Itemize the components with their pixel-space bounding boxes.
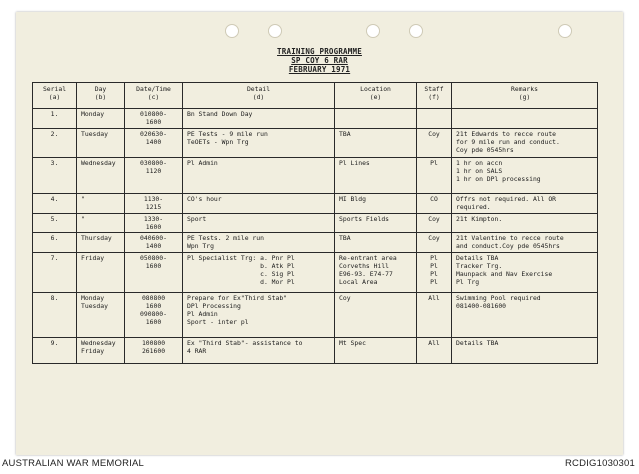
cell-serial: 1. xyxy=(33,109,77,129)
table-header-row xyxy=(33,83,598,109)
cell-detail: Pl Admin xyxy=(183,158,335,194)
table-row xyxy=(33,214,598,233)
cell-detail: PE Tests - 9 mile run TeOETs - Wpn Trg xyxy=(183,129,335,158)
cell-remarks: Offrs not required. All OR required. xyxy=(452,194,598,214)
cell-staff: Pl Pl Pl Pl xyxy=(417,253,452,293)
cell-detail: CO's hour xyxy=(183,194,335,214)
col-header-remarks: Remarks (g) xyxy=(452,83,598,109)
cell-detail: Sport xyxy=(183,214,335,233)
cell-remarks: 21t Valentine to recce route and conduct.Coy pde 0545hrs xyxy=(452,233,598,253)
cell-location: TBA xyxy=(335,233,417,253)
cell-detail: PE Tests. 2 mile run Wpn Trg xyxy=(183,233,335,253)
cell-staff: All xyxy=(417,293,452,338)
cell-location: Pl Lines xyxy=(335,158,417,194)
cell-staff xyxy=(417,109,452,129)
cell-detail: Ex "Third Stab"- assistance to 4 RAR xyxy=(183,338,335,364)
cell-staff: Pl xyxy=(417,158,452,194)
cell-remarks: 21t Kimpton. xyxy=(452,214,598,233)
table-row xyxy=(33,253,598,293)
footer-archive-name: AUSTRALIAN WAR MEMORIAL xyxy=(2,458,145,469)
cell-location: MI Bldg xyxy=(335,194,417,214)
punch-hole-5 xyxy=(558,24,572,38)
cell-date: 1330- 1600 xyxy=(125,214,183,233)
cell-date: 100800 261600 xyxy=(125,338,183,364)
cell-remarks: 21t Edwards to recce route for 9 mile run and conduct. Coy pde 0545hrs xyxy=(452,129,598,158)
table-row xyxy=(33,293,598,338)
punch-hole-4 xyxy=(409,24,423,38)
training-table xyxy=(32,82,598,364)
table-row xyxy=(33,233,598,253)
col-header-staff: Staff (f) xyxy=(417,83,452,109)
cell-detail: Pl Specialist Trg: a. Pnr Pl b. Atk Pl c. Sig Pl d. Mor Pl xyxy=(183,253,335,293)
cell-date: 050800- 1600 xyxy=(125,253,183,293)
col-header-date-time: Date/Time (c) xyxy=(125,83,183,109)
cell-serial: 8. xyxy=(33,293,77,338)
cell-location: Sports Fields xyxy=(335,214,417,233)
cell-day: Wednesday xyxy=(77,158,125,194)
cell-serial: 4. xyxy=(33,194,77,214)
col-header-location: Location (e) xyxy=(335,83,417,109)
punch-hole-3 xyxy=(366,24,380,38)
cell-location: TBA xyxy=(335,129,417,158)
cell-day: " xyxy=(77,194,125,214)
cell-staff: All xyxy=(417,338,452,364)
punch-hole-2 xyxy=(268,24,282,38)
cell-day: Friday xyxy=(77,253,125,293)
cell-day: Monday xyxy=(77,109,125,129)
table-row xyxy=(33,158,598,194)
punch-hole-1 xyxy=(225,24,239,38)
table-row xyxy=(33,194,598,214)
cell-remarks xyxy=(452,109,598,129)
table-row xyxy=(33,338,598,364)
cell-serial: 2. xyxy=(33,129,77,158)
cell-location: Coy xyxy=(335,293,417,338)
col-header-serial: Serial (a) xyxy=(33,83,77,109)
cell-serial: 7. xyxy=(33,253,77,293)
cell-staff: Coy xyxy=(417,129,452,158)
footer-record-id: RCDIG1030301 xyxy=(565,458,635,469)
cell-date: 020630- 1400 xyxy=(125,129,183,158)
col-header-detail: Detail (d) xyxy=(183,83,335,109)
cell-staff: Coy xyxy=(417,214,452,233)
col-header-day: Day (b) xyxy=(77,83,125,109)
cell-remarks: Details TBA Tracker Trg. Maunpack and Nav Exercise Pl Trg xyxy=(452,253,598,293)
cell-staff: CO xyxy=(417,194,452,214)
cell-location: Re-entrant area Corveths Hill E96-93. E74-77 Local Area xyxy=(335,253,417,293)
cell-day: Thursday xyxy=(77,233,125,253)
cell-location: Mt Spec xyxy=(335,338,417,364)
cell-remarks: Details TBA xyxy=(452,338,598,364)
cell-date: 030800- 1120 xyxy=(125,158,183,194)
cell-serial: 5. xyxy=(33,214,77,233)
cell-remarks: 1 hr on accn 1 hr on SALS 1 hr on DPl processing xyxy=(452,158,598,194)
document-page xyxy=(16,12,623,455)
cell-serial: 6. xyxy=(33,233,77,253)
table-row xyxy=(33,129,598,158)
doc-unit: SP COY 6 RAR xyxy=(291,56,348,65)
cell-staff: Coy xyxy=(417,233,452,253)
cell-serial: 9. xyxy=(33,338,77,364)
cell-day: Tuesday xyxy=(77,129,125,158)
cell-date: 1130- 1215 xyxy=(125,194,183,214)
doc-month: FEBRUARY 1971 xyxy=(288,65,351,74)
cell-date: 080800 1600 090800- 1600 xyxy=(125,293,183,338)
cell-day: Wednesday Friday xyxy=(77,338,125,364)
cell-location xyxy=(335,109,417,129)
table-row xyxy=(33,109,598,129)
cell-detail: Bn Stand Down Day xyxy=(183,109,335,129)
cell-remarks: Swimming Pool required 081400-081600 xyxy=(452,293,598,338)
cell-detail: Prepare for Ex"Third Stab" DPl Processing Pl Admin Sport - inter pl xyxy=(183,293,335,338)
cell-date: 010800- 1600 xyxy=(125,109,183,129)
cell-date: 040600- 1400 xyxy=(125,233,183,253)
cell-day: Monday Tuesday xyxy=(77,293,125,338)
cell-serial: 3. xyxy=(33,158,77,194)
doc-title: TRAINING PROGRAMME xyxy=(277,47,362,56)
cell-day: " xyxy=(77,214,125,233)
